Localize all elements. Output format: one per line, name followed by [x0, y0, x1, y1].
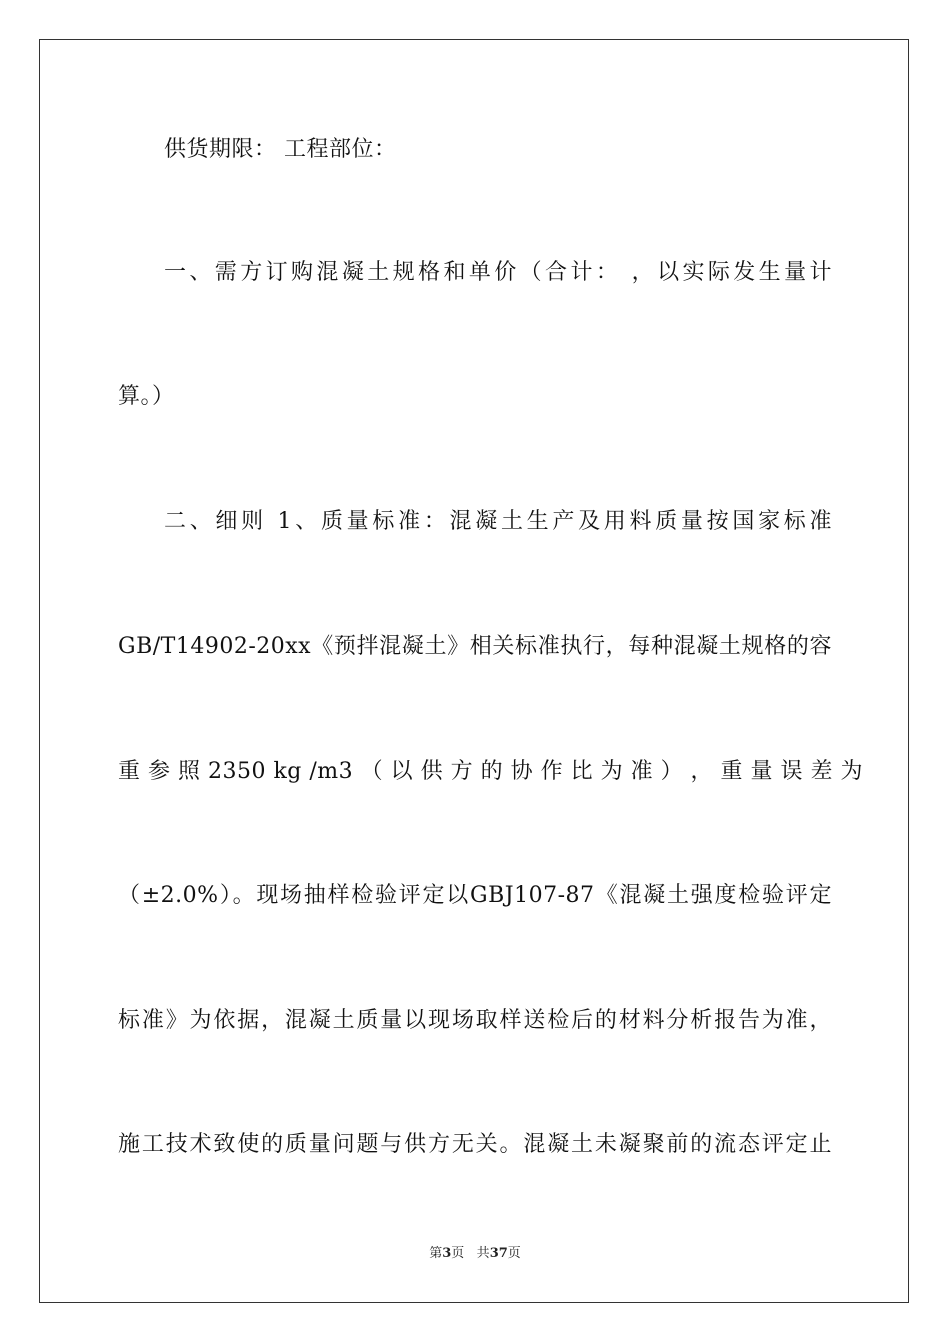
paragraph-1-line-1: 一、需方订购混凝土规格和单价（合计： ，以实际发生量计: [164, 260, 832, 285]
paragraph-2-line-4: （±2.0%）。现场抽样检验评定以GBJ107-87《混凝土强度检验评定: [118, 883, 832, 908]
page-suffix: 页: [451, 1246, 465, 1261]
page-border: [39, 39, 909, 1303]
paragraph-2-line-5: 标准》为依据，混凝土质量以现场取样送检后的材料分析报告为准，: [118, 1008, 832, 1033]
page-footer: [0, 1246, 950, 1262]
paragraph-2-line-3: 重 参 照 2350 kg /m3 （ 以 供 方 的 协 作 比 为 准 ） ， 重 量 误 差 为: [118, 759, 864, 784]
total-suffix: 页: [507, 1246, 521, 1261]
page-prefix: 第: [429, 1246, 443, 1261]
total-prefix: 共: [476, 1246, 490, 1261]
paragraph-2-line-2: GB/T14902-20xx《预拌混凝土》相关标准执行，每种混凝土规格的容: [118, 634, 832, 659]
paragraph-2-line-1: 二、细则 1、质量标准：混凝土生产及用料质量按国家标准: [164, 509, 832, 534]
supply-period-line: 供货期限： 工程部位：: [164, 137, 397, 162]
total-pages: 37: [489, 1246, 508, 1261]
paragraph-2-line-6: 施工技术致使的质量问题与供方无关。混凝土未凝聚前的流态评定止: [118, 1132, 832, 1157]
paragraph-1-line-2: 算。）: [118, 384, 175, 409]
page-number: 3: [442, 1246, 452, 1261]
